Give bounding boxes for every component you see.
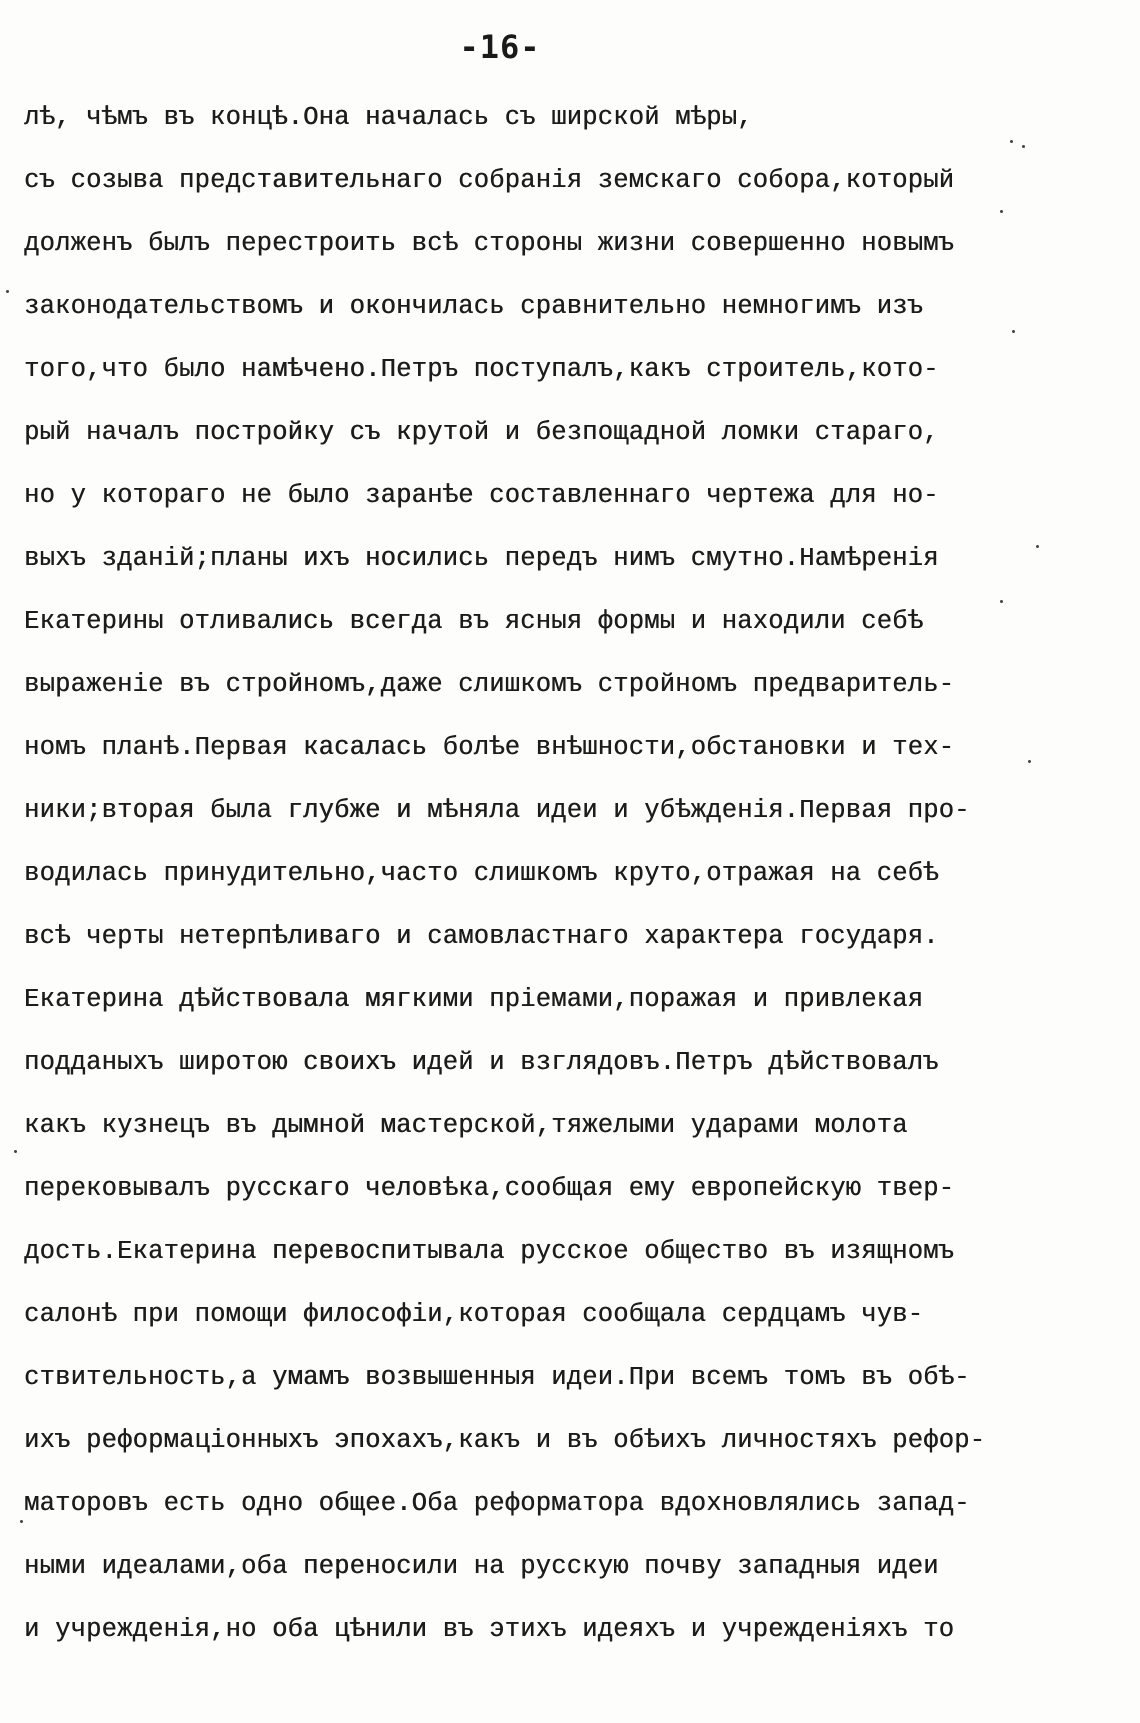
text-line: перековывалъ русскаго человѣка,сообщая ему европейскую твер- xyxy=(24,1174,955,1203)
text-line: ствительность,а умамъ возвышенныя идеи.При всемъ томъ въ обѣ- xyxy=(24,1363,970,1392)
text-line: подданыхъ широтою своихъ идей и взглядовъ.Петръ дѣйствовалъ xyxy=(24,1048,939,1077)
text-line: ными идеалами,оба переносили на русскую почву западныя идеи xyxy=(24,1552,939,1581)
text-line: выраженіе въ стройномъ,даже слишкомъ стройномъ предваритель- xyxy=(24,670,955,699)
text-line: маторовъ есть одно общее.Оба реформатора вдохновлялись запад- xyxy=(24,1489,970,1518)
scan-speck xyxy=(1012,330,1015,333)
text-line: но у котораго не было заранѣе составленнаго чертежа для но- xyxy=(24,481,939,510)
text-line: салонѣ при помощи философіи,которая сообщала сердцамъ чув- xyxy=(24,1300,924,1329)
scan-speck xyxy=(1010,140,1013,143)
page-number: -16- xyxy=(459,28,541,66)
text-line: всѣ черты нетерпѣливаго и самовластнаго характера государя. xyxy=(24,922,939,951)
scan-speck xyxy=(1000,210,1003,213)
text-line: съ созыва представительнаго собранія земскаго собора,который xyxy=(24,166,955,195)
body-text xyxy=(24,86,1114,1661)
scan-speck xyxy=(1022,145,1025,148)
scan-speck xyxy=(1036,545,1039,548)
text-line: и учрежденія,но оба цѣнили въ этихъ идеяхъ и учрежденіяхъ то xyxy=(24,1615,955,1644)
text-line: долженъ былъ перестроить всѣ стороны жизни совершенно новымъ xyxy=(24,229,955,258)
text-line: законодательствомъ и окончилась сравнительно немногимъ изъ xyxy=(24,292,924,321)
scan-speck xyxy=(6,290,9,293)
scan-speck xyxy=(1000,600,1003,603)
text-line: Екатерины отливались всегда въ ясныя формы и находили себѣ xyxy=(24,607,924,636)
scan-speck xyxy=(14,1150,17,1153)
scan-speck xyxy=(1028,760,1031,763)
text-line: выхъ зданій;планы ихъ носились передъ нимъ смутно.Намѣренія xyxy=(24,544,939,573)
text-line: водилась принудительно,часто слишкомъ круто,отражая на себѣ xyxy=(24,859,939,888)
scan-speck xyxy=(20,1520,23,1523)
text-line: Екатерина дѣйствовала мягкими пріемами,поражая и привлекая xyxy=(24,985,924,1014)
text-line: дость.Екатерина перевоспитывала русское общество въ изящномъ xyxy=(24,1237,955,1266)
text-line: номъ планѣ.Первая касалась болѣе внѣшности,обстановки и тех- xyxy=(24,733,955,762)
text-line: того,что было намѣчено.Петръ поступалъ,какъ строитель,кото- xyxy=(24,355,939,384)
text-line: ихъ реформаціонныхъ эпохахъ,какъ и въ обѣихъ личностяхъ рефор- xyxy=(24,1426,986,1455)
text-line: ники;вторая была глубже и мѣняла идеи и убѣжденія.Первая про- xyxy=(24,796,970,825)
text-line: какъ кузнецъ въ дымной мастерской,тяжелыми ударами молота xyxy=(24,1111,908,1140)
text-line: рый началъ постройку съ крутой и безпощадной ломки стараго, xyxy=(24,418,939,447)
text-line: лѣ, чѣмъ въ концѣ.Она началась съ ширской мѣры, xyxy=(24,103,753,132)
